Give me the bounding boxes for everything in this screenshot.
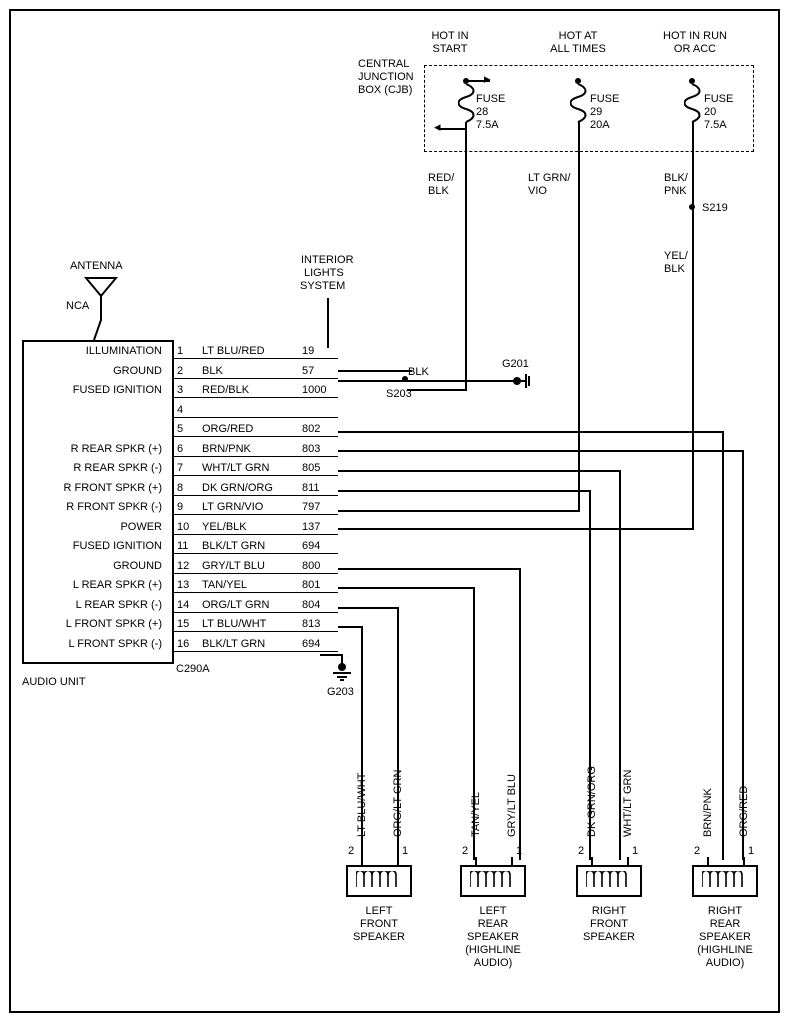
fuse-28-name: FUSE <box>476 93 506 105</box>
pin-number: 8 <box>177 482 184 494</box>
wire-pin1-run <box>338 370 412 372</box>
fuse-29-rating: 20A <box>590 119 610 131</box>
pin-circuit-number: 694 <box>302 540 321 552</box>
pin-function-label: L REAR SPKR (-) <box>75 599 162 611</box>
ground-g203-icon <box>320 645 356 683</box>
speaker-coil-icon <box>356 871 402 893</box>
cjb-label-line3: BOX (CJB) <box>358 84 413 96</box>
speaker-wire-label: TAN/YEL <box>470 791 482 837</box>
speaker-pin-1: 1 <box>632 845 639 857</box>
pin-number: 11 <box>177 540 189 552</box>
pin-wire-color: BLK/LT GRN <box>202 540 266 552</box>
pin-row-divider <box>174 534 338 535</box>
speaker-wire-label: DK GRN/ORG <box>586 766 598 837</box>
cjb-label-line1: CENTRAL <box>358 58 410 70</box>
cjb-header-start-1: HOT IN <box>431 30 469 42</box>
pin-wire-color: WHT/LT GRN <box>202 462 270 474</box>
cjb-header-start-2: START <box>432 43 468 55</box>
wire-blk-pnk-vertical <box>692 122 694 530</box>
pin-wire-color: YEL/BLK <box>202 521 247 533</box>
wire-gry-ltblu-h <box>338 568 520 570</box>
pin-circuit-number: 803 <box>302 443 321 455</box>
pin-circuit-number: 137 <box>302 521 321 533</box>
wire-s203-to-g201 <box>405 380 517 382</box>
cjb-header-alltimes-2: ALL TIMES <box>550 43 606 55</box>
wire-gry-ltblu-v <box>519 568 521 860</box>
pin-circuit-number: 800 <box>302 560 321 572</box>
speaker-wire-label: LT BLU/WHT <box>356 772 368 837</box>
pin-wire-color: RED/BLK <box>202 384 250 396</box>
pin-number: 10 <box>177 521 190 533</box>
pin-number: 4 <box>177 404 184 416</box>
speaker-pin-2: 2 <box>578 845 585 857</box>
speaker-lead <box>397 857 399 865</box>
wire-brn-pnk-h <box>338 450 744 452</box>
pin-function-label: L FRONT SPKR (+) <box>65 618 162 630</box>
ground-g201-label: G201 <box>502 358 529 370</box>
pin-function-label: GROUND <box>113 365 162 377</box>
pin-number: 14 <box>177 599 190 611</box>
pin-function-label: ILLUMINATION <box>85 345 162 357</box>
cjb-header-alltimes-1: HOT AT <box>558 30 598 42</box>
pin-circuit-number: 804 <box>302 599 321 611</box>
pin-wire-color: DK GRN/ORG <box>202 482 273 494</box>
pin-row-divider <box>174 475 338 476</box>
speaker-lead <box>361 857 363 865</box>
fuse-28-arrow-right: ▸ <box>484 71 491 86</box>
pin-row-divider <box>174 651 338 652</box>
feed-label-ltgrn-vio-1: LT GRN/ <box>528 172 571 184</box>
pin-circuit-number: 811 <box>302 482 320 494</box>
pin-wire-color: LT GRN/VIO <box>202 501 264 513</box>
wire-org-ltgrn-h <box>338 607 398 609</box>
wire-tan-yel-h <box>338 587 474 589</box>
pin-circuit-number: 57 <box>302 365 315 377</box>
fuse-28-rating: 7.5A <box>476 119 499 131</box>
feed-label-yel-blk-1: YEL/ <box>664 250 688 262</box>
pin-circuit-number: 19 <box>302 345 315 357</box>
fuse-29-symbol <box>570 84 588 124</box>
pin-wire-color: BLK <box>202 365 223 377</box>
pin-row-divider <box>174 612 338 613</box>
feed-label-yel-blk-2: BLK <box>664 263 685 275</box>
pin-number: 2 <box>177 365 184 377</box>
wire-ltblu-wht-h <box>338 626 362 628</box>
pin-row-divider <box>174 592 338 593</box>
fuse-28-arrow-left: ◂ <box>434 119 441 134</box>
pin-wire-color: BRN/PNK <box>202 443 251 455</box>
wire-interior-lights-drop <box>327 298 329 348</box>
pin-circuit-number: 1000 <box>302 384 327 396</box>
pin-row-divider <box>174 456 338 457</box>
pin-function-label: R REAR SPKR (+) <box>70 443 162 455</box>
wire-wht-ltgrn-v <box>619 470 621 860</box>
pin-row-divider <box>174 631 338 632</box>
pin-wire-color: ORG/LT GRN <box>202 599 270 611</box>
speaker-lead <box>627 857 629 865</box>
feed-label-ltgrn-vio-2: VIO <box>528 185 547 197</box>
pin-circuit-number: 805 <box>302 462 321 474</box>
speaker-lead <box>707 857 709 865</box>
wire-org-red-h <box>338 431 724 433</box>
pin-row-divider <box>174 417 338 418</box>
pin-row-divider <box>174 378 338 379</box>
speaker-lead <box>591 857 593 865</box>
speaker-name: (HIGHLINE <box>465 944 521 956</box>
speaker-wire-label: GRY/LT BLU <box>506 774 518 837</box>
speaker-pin-2: 2 <box>462 845 469 857</box>
speaker-name: FRONT <box>590 918 628 930</box>
antenna-lead <box>88 294 114 340</box>
pin-wire-color: GRY/LT BLU <box>202 560 265 572</box>
fuse-29-number: 29 <box>590 106 603 118</box>
speaker-pin-1: 1 <box>402 845 409 857</box>
feed-label-red-blk-2: BLK <box>428 185 449 197</box>
pin-wire-color: ORG/RED <box>202 423 254 435</box>
pin-number: 16 <box>177 638 190 650</box>
pin-number: 12 <box>177 560 190 572</box>
fuse-20-rating: 7.5A <box>704 119 727 131</box>
fuse-20-name: FUSE <box>704 93 734 105</box>
speaker-name: (HIGHLINE <box>697 944 753 956</box>
feed-label-red-blk-1: RED/ <box>428 172 455 184</box>
pin-circuit-number: 801 <box>302 579 321 591</box>
wire-org-red-v <box>722 431 724 860</box>
pin-function-label: R FRONT SPKR (+) <box>63 482 162 494</box>
splice-s219-node <box>689 204 695 210</box>
interior-lights-line3: SYSTEM <box>300 280 346 292</box>
speaker-name: SPEAKER <box>699 931 751 943</box>
speaker-name: RIGHT <box>591 905 627 917</box>
pin-row-divider <box>174 553 338 554</box>
wire-red-blk-vertical <box>465 122 467 390</box>
pin-row-divider <box>174 495 338 496</box>
pin-number: 15 <box>177 618 190 630</box>
speaker-name: SPEAKER <box>467 931 519 943</box>
pin-circuit-number: 802 <box>302 423 321 435</box>
fuse-28-bottom-lead <box>440 128 466 130</box>
cjb-label-line2: JUNCTION <box>358 71 414 83</box>
speaker-name: AUDIO) <box>705 957 745 969</box>
speaker-name: REAR <box>477 918 509 930</box>
speaker-pin-2: 2 <box>348 845 355 857</box>
pin-row-divider <box>174 573 338 574</box>
speaker-wire-label: WHT/LT GRN <box>622 769 634 837</box>
connector-id-c290a: C290A <box>176 663 210 675</box>
pin-number: 6 <box>177 443 184 455</box>
cjb-header-run-2: OR ACC <box>673 43 717 55</box>
ground-g203-label: G203 <box>327 686 354 698</box>
fuse-28-number: 28 <box>476 106 489 118</box>
speaker-lead <box>475 857 477 865</box>
fuse-29-name: FUSE <box>590 93 620 105</box>
speaker-pin-1: 1 <box>516 845 523 857</box>
pin-number: 5 <box>177 423 184 435</box>
interior-lights-line1: INTERIOR <box>301 254 354 266</box>
speaker-name: LEFT <box>365 905 393 917</box>
wire-wht-ltgrn-h <box>338 470 620 472</box>
pin-function-label: R FRONT SPKR (-) <box>66 501 162 513</box>
wire-pin2-to-s203 <box>338 380 408 382</box>
speaker-wire-label: ORG/LT GRN <box>392 769 404 837</box>
audio-unit-label: AUDIO UNIT <box>22 676 86 688</box>
speaker-name: RIGHT <box>707 905 743 917</box>
pin-wire-color: TAN/YEL <box>202 579 248 591</box>
feed-label-blk-pnk-2: PNK <box>664 185 687 197</box>
pin-circuit-number: 694 <box>302 638 321 650</box>
wire-blk-label: BLK <box>408 366 429 378</box>
splice-s203-label: S203 <box>386 388 412 400</box>
pin-row-divider <box>174 358 338 359</box>
wire-ltgrn-vio-to-pin9 <box>338 510 580 512</box>
pin-number: 9 <box>177 501 184 513</box>
ground-g201-icon <box>512 372 532 390</box>
pin-function-label: L REAR SPKR (+) <box>72 579 162 591</box>
speaker-lead <box>743 857 745 865</box>
fuse-28-symbol <box>458 84 476 124</box>
pin-wire-color: LT BLU/RED <box>202 345 265 357</box>
speaker-lead <box>511 857 513 865</box>
interior-lights-line2: LIGHTS <box>304 267 344 279</box>
speaker-name: SPEAKER <box>583 931 635 943</box>
wire-red-blk-to-pin3 <box>407 389 467 391</box>
pin-row-divider <box>174 397 338 398</box>
fuse-20-number: 20 <box>704 106 717 118</box>
pin-row-divider <box>174 514 338 515</box>
pin-function-label: POWER <box>120 521 162 533</box>
fuse-20-symbol <box>684 84 702 124</box>
speaker-coil-icon <box>586 871 632 893</box>
pin-wire-color: BLK/LT GRN <box>202 638 266 650</box>
splice-s219-label: S219 <box>702 202 728 214</box>
pin-function-label: R REAR SPKR (-) <box>73 462 162 474</box>
pin-function-label: L FRONT SPKR (-) <box>68 638 162 650</box>
antenna-label: ANTENNA <box>70 260 123 272</box>
pin-function-label: GROUND <box>113 560 162 572</box>
speaker-pin-1: 1 <box>748 845 755 857</box>
speaker-coil-icon <box>470 871 516 893</box>
speaker-coil-icon <box>702 871 748 893</box>
pin-wire-color: LT BLU/WHT <box>202 618 267 630</box>
feed-label-blk-pnk-1: BLK/ <box>664 172 688 184</box>
speaker-name: LEFT <box>479 905 507 917</box>
antenna-code: NCA <box>66 300 90 312</box>
pin-number: 13 <box>177 579 190 591</box>
pin-circuit-number: 813 <box>302 618 321 630</box>
wire-dkgrn-org-h <box>338 490 590 492</box>
pin-number: 1 <box>177 345 184 357</box>
speaker-name: FRONT <box>360 918 398 930</box>
speaker-name: AUDIO) <box>473 957 513 969</box>
speaker-name: SPEAKER <box>353 931 405 943</box>
speaker-wire-label: BRN/PNK <box>702 788 714 837</box>
speaker-pin-2: 2 <box>694 845 701 857</box>
pin-number: 7 <box>177 462 184 474</box>
pin-row-divider <box>174 436 338 437</box>
pin-circuit-number: 797 <box>302 501 321 513</box>
cjb-header-run-1: HOT IN RUN <box>663 30 727 42</box>
pin-function-label: FUSED IGNITION <box>72 384 162 396</box>
wire-yel-blk-to-pin10 <box>338 528 693 530</box>
speaker-name: REAR <box>709 918 741 930</box>
wire-ltgrn-vio-vertical <box>578 122 580 512</box>
pin-number: 3 <box>177 384 184 396</box>
speaker-wire-label: ORG/RED <box>738 785 750 837</box>
pin-function-label: FUSED IGNITION <box>72 540 162 552</box>
